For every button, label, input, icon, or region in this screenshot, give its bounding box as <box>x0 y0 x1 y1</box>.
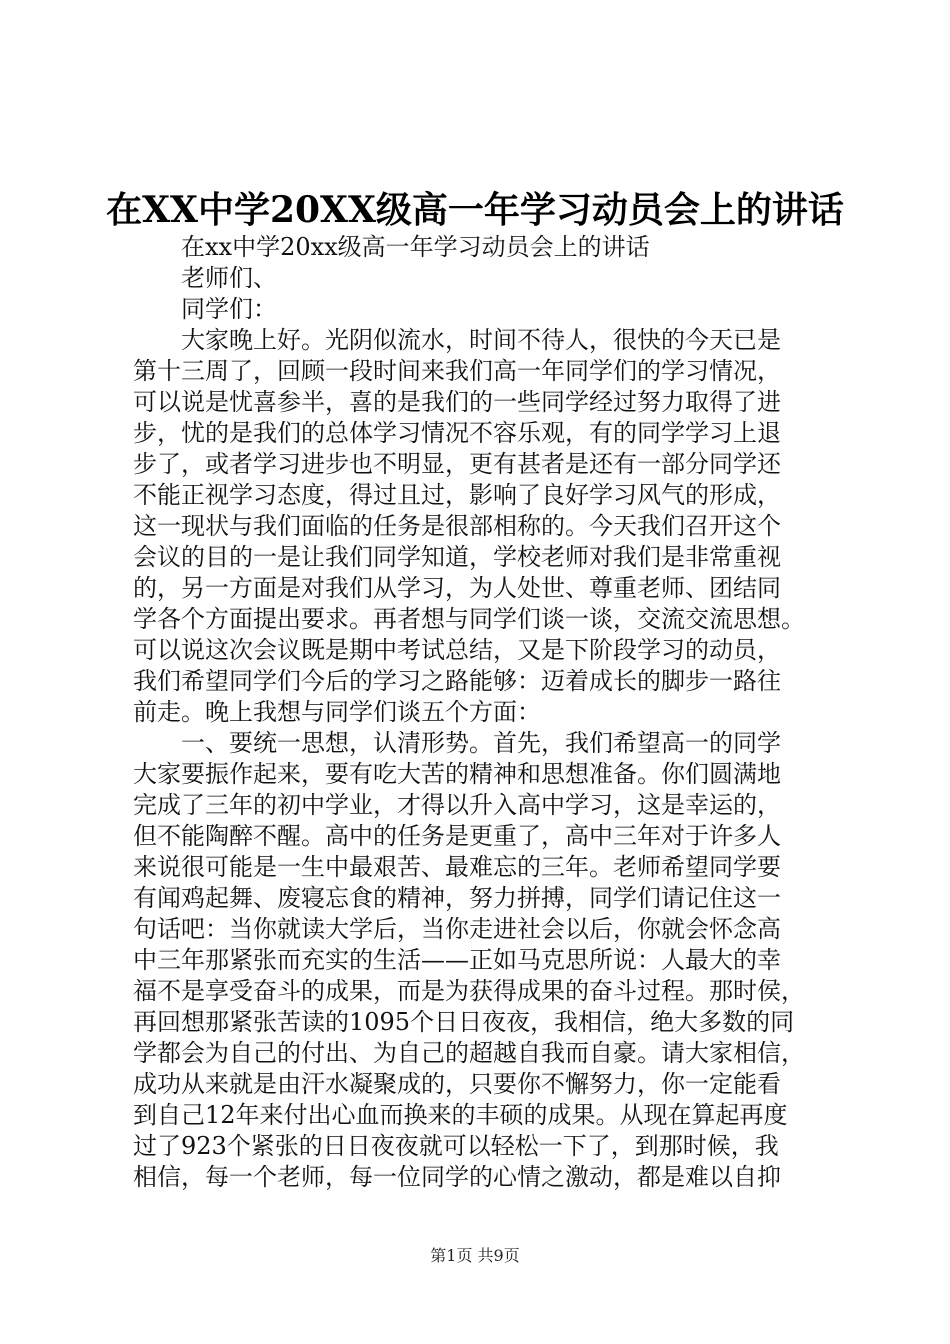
body-line: 福不是享受奋斗的成果，而是为获得成果的奋斗过程。那时侯， <box>133 977 805 1005</box>
body-line: 步，忧的是我们的总体学习情况不容乐观，有的同学学习上退 <box>133 419 781 447</box>
body-line: 来说很可能是一生中最艰苦、最难忘的三年。老师希望同学要 <box>133 853 781 881</box>
body-line: 会议的目的一是让我们同学知道，学校老师对我们是非常重视 <box>133 543 781 571</box>
body-line: 学各个方面提出要求。再者想与同学们谈一谈，交流交流思想。 <box>133 605 805 633</box>
body-line: 大家晚上好。光阴似流水，时间不待人，很快的今天已是 <box>181 326 781 354</box>
body-line: 步了，或者学习进步也不明显，更有甚者是还有一部分同学还 <box>133 450 781 478</box>
body-line: 的，另一方面是对我们从学习，为人处世、尊重老师、团结同 <box>133 574 781 602</box>
body-line: 可以说这次会议既是期中考试总结，又是下阶段学习的动员， <box>133 636 781 664</box>
body-line: 完成了三年的初中学业，才得以升入高中学习，这是幸运的， <box>133 791 781 819</box>
body-line: 可以说是忧喜参半，喜的是我们的一些同学经过努力取得了进 <box>133 388 781 416</box>
body-line: 有闻鸡起舞、废寝忘食的精神，努力拼搏，同学们请记住这一 <box>133 884 781 912</box>
body-line: 相信，每一个老师，每一位同学的心情之激动，都是难以自抑 <box>133 1163 781 1191</box>
page-footer: 第1页 共9页 <box>430 1246 520 1265</box>
body-line: 同学们： <box>181 295 277 323</box>
body-line: 老师们、 <box>181 264 277 292</box>
body-line: 在xx中学20xx级高一年学习动员会上的讲话 <box>181 233 650 261</box>
document-body <box>133 232 833 1193</box>
body-line: 一、要统一思想，认清形势。首先，我们希望高一的同学 <box>181 729 781 757</box>
body-line: 过了923个紧张的日日夜夜就可以轻松一下了，到那时候，我 <box>133 1132 779 1160</box>
body-line: 句话吧：当你就读大学后，当你走进社会以后，你就会怀念高 <box>133 915 781 943</box>
body-line: 到自己12年来付出心血而换来的丰硕的成果。从现在算起再度 <box>133 1101 788 1129</box>
body-line: 学都会为自己的付出、为自己的超越自我而自豪。请大家相信， <box>133 1039 805 1067</box>
body-line: 大家要振作起来，要有吃大苦的精神和思想准备。你们圆满地 <box>133 760 781 788</box>
body-line: 但不能陶醉不醒。高中的任务是更重了，高中三年对于许多人 <box>133 822 781 850</box>
document-title: 在XX中学20XX级高一年学习动员会上的讲话 <box>106 189 844 231</box>
body-line: 第十三周了，回顾一段时间来我们高一年同学们的学习情况， <box>133 357 781 385</box>
body-line: 前走。晚上我想与同学们谈五个方面： <box>133 698 541 726</box>
body-line: 我们希望同学们今后的学习之路能够：迈着成长的脚步一路往 <box>133 667 781 695</box>
body-line: 成功从来就是由汗水凝聚成的，只要你不懈努力，你一定能看 <box>133 1070 781 1098</box>
body-line: 这一现状与我们面临的任务是很部相称的。今天我们召开这个 <box>133 512 781 540</box>
body-line: 不能正视学习态度，得过且过，影响了良好学习风气的形成， <box>133 481 781 509</box>
body-line: 中三年那紧张而充实的生活——正如马克思所说：人最大的幸 <box>133 946 781 974</box>
body-line: 再回想那紧张苦读的1095个日日夜夜，我相信，绝大多数的同 <box>133 1008 795 1036</box>
